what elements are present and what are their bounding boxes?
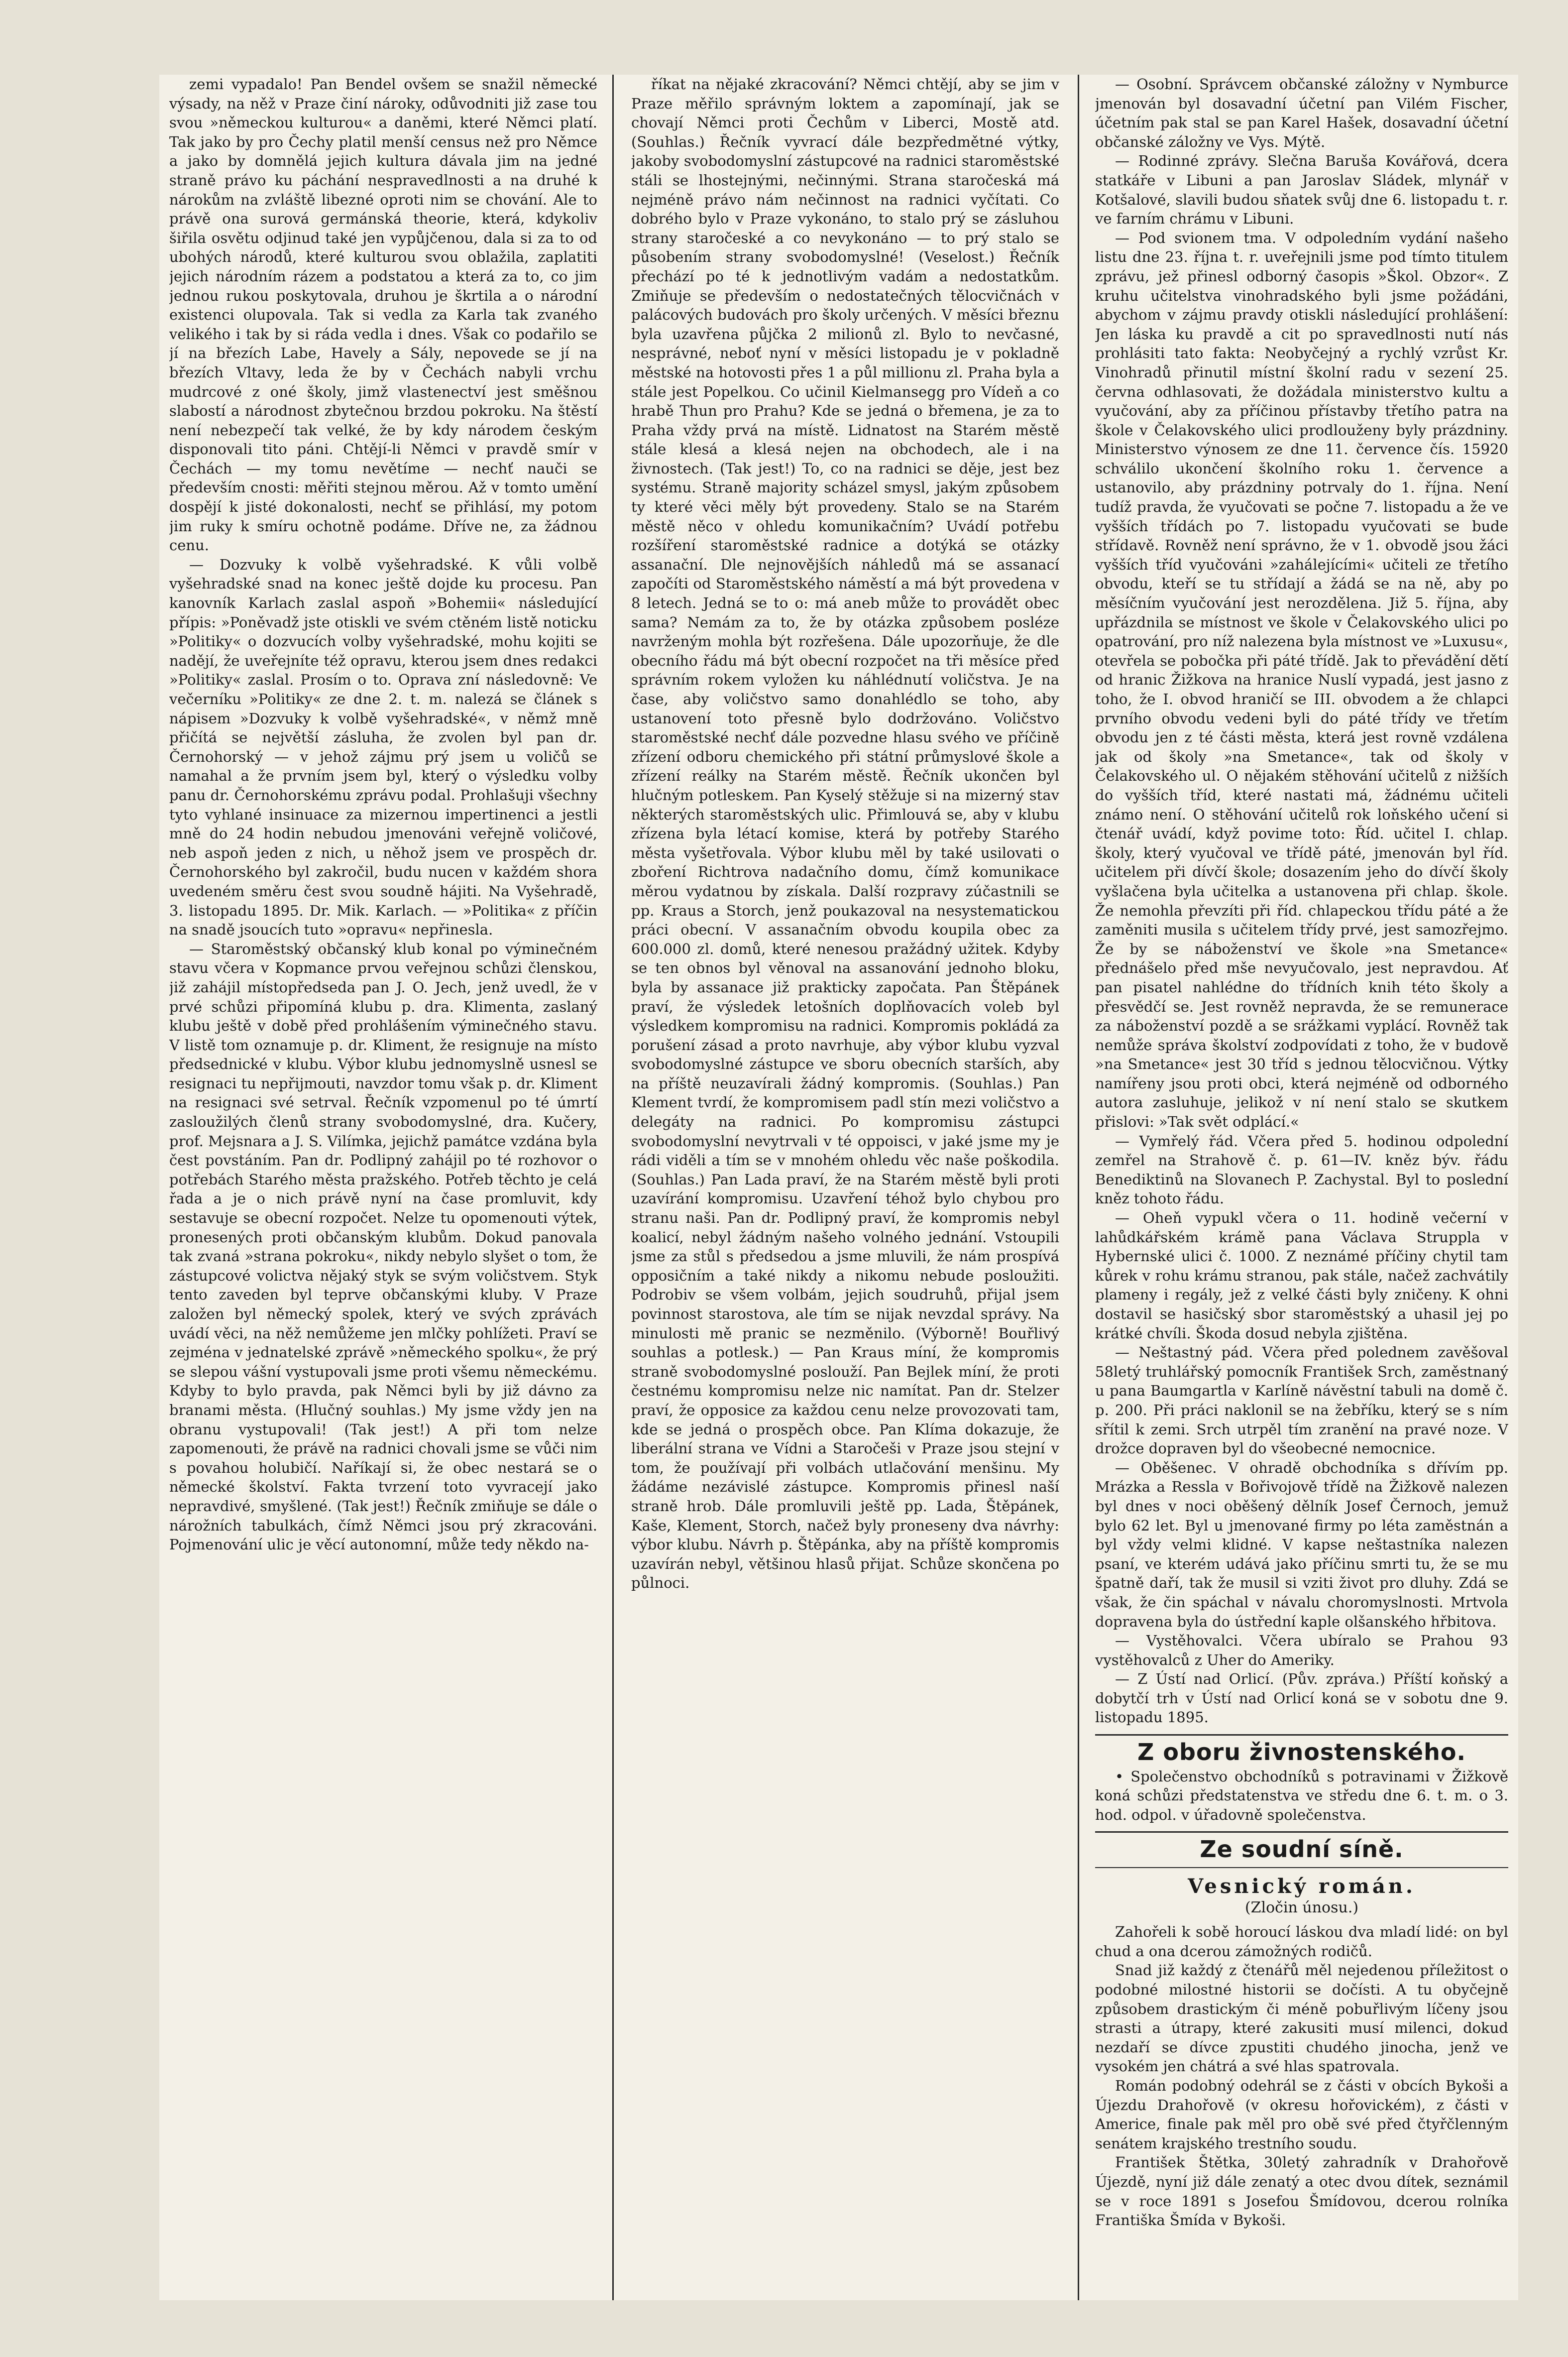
column-right	[1095, 75, 1508, 2300]
column-middle	[631, 75, 1059, 2300]
story-paragraph: Snad již každý z čtenářů měl nejedenou příležitost o podobné milostné historii se dočísti. A tu obyčejně způsobem drastickým či méně pobuřlivým líčeny jsou strasti a útrapy, které zakusiti musí milenci, dokud nezdaří se dívce zpustiti chudého jinocha, jenž ve vysokém jen chátrá a své hlas spatrovala.	[1095, 1962, 1508, 2075]
newspaper-page	[159, 75, 1518, 2300]
trade-notice: • Společenstvo obchodníků s potravinami v Žižkově koná schůzi předstatenstva ve středu dne 6. t. m. o 3. hod. odpol. v úřadovně společenstva.	[1095, 1768, 1508, 1823]
story-paragraph: František Štětka, 30letý zahradník v Drahořově Újezdě, nyní již dále zenatý a otec dvou dítek, seznámil se v roce 1891 s Josefou Šmídovou, dcerou rolníka Františka Šmída v Bykoši.	[1095, 2154, 1508, 2229]
news-vymrely-rad: — Vymřelý řád. Včera před 5. hodinou odpolední zemřel na Strahově č. p. 61—IV. kněz býv. řádu Benediktinů na Slovanech P. Zachystal. Byl to poslední kněz tohoto řádu.	[1095, 1132, 1508, 1207]
news-osobni: — Osobní. Správcem občanské záložny v Nymburce jmenován byl dosavadní účetní pan Vilém Fischer, účetním pak stal se pan Karel Hašek, dosavadní účetní občanské záložny ve Vys. Mýtě.	[1095, 76, 1508, 150]
column-divider	[612, 75, 614, 2300]
news-rodinne-zpravy: — Rodinné zprávy. Slečna Baruša Kovářová, dcera statkáře v Libuni a pan Jaroslav Sládek, mlynář v Kotšalové, slavili budou sňatek svůj dne 6. listopadu t. r. ve farním chrámu v Libuni.	[1095, 152, 1508, 228]
article-continuation: zemi vypadalo! Pan Bendel ovšem se snažil německé výsady, na něž v Praze činí nároky, odůvodniti již zase tou svou »německou kulturou« a daněmi, které Němci platí. Tak jako by pro Čechy platil menší census než pro Němce a jako by domnělá jejich kultura dávala jim na jedné straně právo ku páchání nespravedlnosti a na druhé k nárokům na zvláště libezné oproti nim se chování. Ale to právě ona surová germánská theorie, která, kdykoliv šiřila osvětu odjinud také jen vypůjčenou, dala si za to od ubohých národů, které kulturou svou oblažila, zaplatiti jejich národním rázem a podstatou a která za to, co jim jednou rukou poskytovala, druhou je škrtila a o národní existenci olupovala. Tak si vedla za Karla tak zvaného velikého i tak by si ráda vedla i dnes. Však co podařilo se jí na březích Labe, Havely a Sály, nepovede se jí na březích Vltavy, leda že by v Čechách nabyli vrchu mudrcové z oné školy, jimž vlastenectví jest směšnou slabostí a národnost zbytečnou brzdou pokroku. Na štěstí není nebezpečí tak velké, že by kdy národem českým disponovali tito páni. Chtějí-li Němci v pravdě smír v Čechách — my tomu nevětíme — nechť nauči se především cnosti: měřiti stejnou měrou. Až v tomto umění dospějí k jisté dokonalosti, nechť se přihlásí, my potom jim ruky k smíru ochotně podáme. Dříve ne, za žádnou cenu.	[169, 76, 597, 554]
news-obesenec: — Oběšenec. V ohradě obchodníka s dřívím pp. Mrázka a Ressla v Bořivojově třídě na Žižkově nalezen byl dnes v noci oběšený dělník Josef Černoch, jemuž bylo 62 let. Byl u jmenované firmy po léta zaměstnán a byl vždy velmi klidné. V kapse neštastníka nalezen psaní, ve kterém udává jako příčinu smrti tu, že se mu špatně daří, tak že musil si vziti život pro dluhy. Zdá se však, že čin spáchal v návalu choromyslnosti. Mrtvola dopravena byla do ústřední kaple olšanského hřbitova.	[1095, 1459, 1508, 1630]
news-ohen: — Oheň vypukl včera o 11. hodině večerní v lahůdkářském krámě pana Václava Struppla v Hybernské ulici č. 1000. Z neznámé příčiny chytil tam kůrek v rohu krámu stranou, pak stále, načež zachvátily plameny i regály, jež z velké části byly zničeny. K ohni dostavil se hasičský sbor staroměstský a uhasil jej po krátké chvíli. Škoda dosud nebyla zjištěna.	[1095, 1209, 1508, 1342]
section-title-court: Ze soudní síně.	[1200, 1836, 1404, 1863]
column-divider	[1078, 75, 1079, 2300]
news-vystehovalci: — Vystěhovalci. Včera ubíralo se Prahou 93 vystěhovalců z Uher do Ameriky.	[1095, 1632, 1508, 1668]
story-paragraph: Zahořeli k sobě horoucí láskou dva mladí lidé: on byl chud a ona dcerou zámožných rodičů.	[1095, 1923, 1508, 1960]
section-title-trade: Z oboru živnostenského.	[1137, 1739, 1466, 1766]
story-note: (Zločin únosu.)	[1244, 1898, 1359, 1916]
section-rule	[1095, 1867, 1508, 1868]
article-obcansky-klub-cont: říkat na nějaké zkracování? Němci chtějí, aby se jim v Praze měřilo správným loktem a zapomínají, jak se chovají Němci proti Čechům v Liberci, Mostě atd. (Souhlas.) Řečník vyvrací dále bezpředmětné výtky, jakoby svobodomyslní zástupcové na radnici staroměstské stáli se lhostejnými, nečinnými. Strana staročeská má nejméně právo nám nečinnost na radnici vyčítati. Co dobrého bylo v Praze vykonáno, to stalo prý se zásluhou strany staročeské a co nevykonáno — to prý stalo se působením strany svobodomyslné! (Veselost.) Řečník přechází po té k jednotlivým vadám a nedostatkům. Zmiňuje se především o nedostatečných tělocvičnách v palácových budovách pro školy určených. V měsíci březnu byla uzavřena půjčka 2 milionů zl. Bylo to nevčasné, nesprávné, neboť nyní v měsíci listopadu je v pokladně městské na hotovosti přes 1 a půl millionu zl. Praha byla a stále jest Popelkou. Co učinil Kielmansegg pro Vídeň a co hrabě Thun pro Prahu? Kde se jedná o břemena, je za to Praha vždy prvá na místě. Lidnatost na Starém městě stále klesá a klesá nejen na obchodech, ale i na živnostech. (Tak jest!) To, co na radnici se děje, jest bez systému. Straně majority scházel smysl, jakým způsobem ty které věci měly být provedeny. Stalo se na Starém městě něco v ohledu komunikačním? Uvádí potřebu rozšíření staroměstské radnice a dotýká se otázky assanační. Dle nejnovějších náhledů má se assanací započíti od Staroměstského náměstí a má být provedena v 8 letech. Jedná se to o: má aneb může to provádět obec sama? Nemám za to, že by otázka způsobem posléze navrženým mohla být rozřešena. Dále upozorňuje, že dle obecního řádu má být obecní rozpočet na tři měsíce před správním rokem vyložen ku náhlédnutí voličstva. Je na čase, aby voličstvo samo donahlédlo se toho, aby ustanovení toto přesně bylo dodržováno. Voličstvo staroměstské nechť dále pozvedne hlasu svého ve příčině zřízení odboru chemického při státní průmyslové škole a zřízení reálky na Starém městě. Řečník ukončen byl hlučným potleskem. Pan Kyselý stěžuje si na mizerný stav některých staroměstských ulic. Přimlouvá se, aby v klubu zřízena byla létací komise, která by potřeby Starého města vyšetřovala. Výbor klubu měl by také usilovati o zboření Richtrova nadačního domu, čímž komunikace měrou vydatnou by získala. Další rozpravy zúčastnili se pp. Kraus a Storch, jenž poukazoval na nesystematickou práci obecní. V assanačním obvodu koupila obec za 600.000 zl. domů, které nenesou pražádný užitek. Kdyby se ten obnos byl věnoval na assanování jednoho bloku, byla by assanace již prakticky započata. Pan Štěpánek praví, že výsledek letošních doplňovacích voleb byl výsledkem kompromisu na radnici. Kompromis pokládá za porušení zásad a proto navrhuje, aby výbor klubu vyzval svobodomyslné zástupce ve sboru obecních starších, aby na příště neuzavírali žádný kompromis. (Souhlas.) Pan Klement tvrdí, že kompromisem padl stín mezi voličstvo a delegáty na radnici. Po kompromisu zástupci svobodomyslní nevytrvali v té oppoisci, v jaké jsme my je rádi viděli a tím se v mnohém ohledu věc naše poškodila. (Souhlas.) Pan Lada praví, že na Starém městě byli proti uzavírání kompromisu. Uzavření téhož bylo chybou pro stranu naši. Pan dr. Podlipný praví, že kompromis nebyl koalicí, nebyl žádným našeho volného jednání. Vstoupili jsme za stůl s předsedou a jsme mluvili, že nám prospívá opposičním a také nikdy a nikomu nebude posloužiti. Podrobiv se všem volbám, jejich soudruhů, přijal jsem povinnost starostova, ale tím se nijak nevzdal správy. Na minulosti mě pranic se nezměnilo. (Výborně! Bouřlivý souhlas a potlesk.) — Pan Kraus míní, že kompromis straně svobodomyslné poslouží. Pan Bejlek míní, že proti čestnému kompromisu nelze nic namítat. Pan dr. Stelzer praví, že opposice za každou cenu nelze provozovati tam, kde se jedná o prospěch obce. Pan Klíma dokazuje, že liberální strana ve Vídni a Staročeši v Praze jsou stejní v tom, že používají při volbách utlačování menšinu. My žádáme nezávislé zástupce. Kompromis přinesl naší straně hrob. Dále promluvili ještě pp. Lada, Štěpánek, Kaše, Klement, Storch, načež byly proneseny dva návrhy: výbor klubu. Návrh p. Štěpánka, aby na příště kompromis uzavírán nebyl, většinou hlasů přijat. Schůze skončena po půlnoci.	[631, 76, 1059, 1592]
story-title: Vesnický román.	[1188, 1875, 1416, 1898]
story-paragraph: Román podobný odehrál se z části v obcích Bykoši a Újezdu Drahořově (v okresu hořovickém), z části v Americe, finale pak měl pro obě své před čtyřčlenným senátem krajského trestního soudu.	[1095, 2077, 1508, 2152]
article-obcansky-klub: — Staroměstský občanský klub konal po výminečném stavu včera v Kopmance prvou veřejnou schůzi členskou, již zahájil místopředseda pan J. O. Jech, jenž uvedl, že v prvé schůzi připomíná klubu p. dra. Klimenta, zaslaný klubu ještě v době před prohlášením výminečného stavu. V listě tom oznamuje p. dr. Kliment, že resignuje na místo předsednické v klubu. Výbor klubu jednomyslně usnesl se resignaci tu nepřijmouti, navzdor tomu však p. dr. Kliment na resignaci své setrval. Řečník vzpomenul po té úmrtí zasloužilých členů strany svobodomyslné, dra. Kučery, prof. Mejsnara a J. S. Vilímka, jejichž památce vzdána byla čest povstáním. Pan dr. Podlipný zahájil po té rozhovor o potřebách Starého města pražského. Potřeb těchto je celá řada a je o nich právě nyní na čase promluvit, kdy sestavuje se obecní rozpočet. Nelze tu opomenouti výtek, pronesených proti občanským klubům. Dokud panovala tak zvaná »strana pokroku«, nikdy nebylo slyšet o tom, že zástupcové volictva nějaký styk se svým voličstvem. Styk tento zaveden byl teprve občanskými kluby. V Praze založen byl německý spolek, který ve svých zprávách uvádí věci, na něž nemůžeme jen mlčky pohlížeti. Praví se zejména v jednatelské zprávě »německého spolku«, že prý se slepou vášní vystupovali jsme proti všemu německému. Kdyby to bylo pravda, pak Němci byli by již dávno za branami města. (Hlučný souhlas.) My jsme vždy jen na obranu vystupovali! (Tak jest!) A při tom nelze zapomenouti, že právě na radnici chovali jsme se vůči nim s povahou holubičí. Naříkají si, že obec nestará se o německé školství. Fakta tvrzení toto vyvracejí jako nepravdivé, smyšlené. (Tak jest!) Řečník zmiňuje se dále o nárožních tabulkách, čímž Němci jsou prý zkracováni. Pojmenování ulic je věcí autonomní, může tedy někdo na-	[169, 940, 597, 1553]
article-dozvuky: — Dozvuky k volbě vyšehradské. K vůli volbě vyšehradské snad na konec ještě dojde ku procesu. Pan kanovník Karlach zaslal aspoň »Bohemii« následující přípis: »Poněvadž jste otiskli ve svém ctěném listě noticku »Politiky« o dozvucích volby vyšehradské, mohu kojiti se nadějí, že uveřejníte též opravu, kterou jsem dnes redakci »Politiky« zaslal. Prosím o to. Oprava zní následovně: Ve večerníku »Politiky« ze dne 2. t. m. nalezá se článek s nápisem »Dozvuky k volbě vyšehradské«, v němž mně přičítá se největší zásluha, že zvolen byl pan dr. Černohorský — v jehož zájmu prý jsem u voličů se namahal a že prvním jsem byl, který o výsledku volby panu dr. Černohorskému zprávu podal. Prohlašuji všechny tyto vyhlané insinuace za mizernou impertinenci a jestli mně do 24 hodin nebudou jmenováni veřejně voličové, neb aspoň jeden z nich, u něhož jsem ve prospěch dr. Černohorského byl zakročil, budu nucen v každém shora uvedeném směru čest svou soudně hájiti. Na Vyšehradě, 3. listopadu 1895. Dr. Mik. Karlach. — »Politika« z příčin na snadě jsoucích tuto »opravu« nepřinesla.	[169, 556, 597, 939]
section-rule	[1095, 1734, 1508, 1736]
column-left	[169, 75, 597, 2300]
section-rule	[1095, 1831, 1508, 1833]
news-pod-svionem-tma: — Pod svionem tma. V odpoledním vydání našeho listu dne 23. října t. r. uveřejnili jsme pod tímto titulem zprávu, jež přinesl odborný časopis »Škol. Obzor«. Z kruhu učitelstva vinohradského byli jsme požádáni, abychom v zájmu pravdy otiskli následující prohlášení: Jen láska ku pravdě a cit po spravedlnosti nutí nás prohlásiti tato fakta: Neobyčejný a rychlý vzrůst Kr. Vinohradů přinutil místní školní radu v sezení 25. června odhlasovati, že dožádala ministerstvo kultu a vyučování, aby za příčinou přístavby třetího patra na škole v Čelakovského ulici prodlouženy byly prázdniny. Ministerstvo výnosem ze dne 11. července čís. 15920 schválilo ukončení školního roku 1. července a ustanovilo, aby prázdniny potrvaly do 1. října. Není tudíž pravda, že vyučovati se počne 7. listopadu a že ve vyšších třídách po 7. listopadu vyučovati se bude střídavě. Rovněž není správno, že v 1. obvodě jsou žáci vyšších tříd vyučováni »zahálejícími« učiteli ze třetího obvodu, kteří se tu střídají a žádá se na ně, aby po měsíčním vyučování jest nerozdělena. Již 5. října, aby upřázdnila se místnost ve škole v Čelakovského ulici po opatrování, pro níž nalezena byla místnost ve »Luxusu«, otevřela se pobočka při páté třídě. Jak to převádění dětí od hranic Žižkova na hranice Nuslí vypadá, jest jasno z toho, že I. obvod hraničí se III. obvodem a že chlapci prvního obvodu vedeni byli do páté třídy ve třetím obvodu jen z té části města, která jest rovně vzdálena jak od školy »na Smetance«, tak od školy v Čelakovského ul. O nějakém stěhování učitelů z nižších do vyšších tříd, které nastati má, žádnému učiteli známo není. O stěhování učitelů rok loňského učení si čtenář uvádí, když povime toto: Říd. učitel I. chlap. školy, který vyučoval ve třídě páté, jmenován byl říd. učitelem při dívčí škole; dosazením jeho do dívčí školy vyšlačena byla učitelka a ustanovena při chlap. škole. Že nemohla převzíti při říd. chlapeckou třídu páté a že zaměniti musila s učitelem třídy prvé, jest samozřejmo. Že by se náboženství ve škole »na Smetance« přednášelo před mše nevyučovalo, jest nepravdou. Ať pan pisatel nahlédne do třídních knih této školy a přesvědčí se. Jest rovněž nepravda, že se remunerace za náboženství pozdě a se srážkami vyplácí. Rovněž tak nemůže správa školství zodpovídati z toho, že v budově »na Smetance« jest 30 tříd s jednou tělocvičnou. Výtky namířeny jsou proti obci, která nejméně od odborného autora zasluhuje, jelikož v ní není stalo se skutkem přislovi: »Tak svět odplácí.«	[1095, 229, 1508, 1131]
news-usti-nad-orlici: — Z Ústí nad Orlicí. (Pův. zpráva.) Příští koňský a dobytčí trh v Ústí nad Orlicí koná se v sobotu dne 9. listopadu 1895.	[1095, 1670, 1508, 1726]
news-nestastny-pad: — Neštastný pád. Včera před polednem zavěšoval 58letý truhlářský pomocník František Srch, zaměstnaný u pana Baumgartla v Karlíně návěstní tabuli na domě č. p. 200. Při práci naklonil se na žebříku, který se s ním sřítil k zemi. Srch utrpěl tím zranění na pravé noze. V drožce dopraven byl do všeobecné nemocnice.	[1095, 1344, 1508, 1457]
